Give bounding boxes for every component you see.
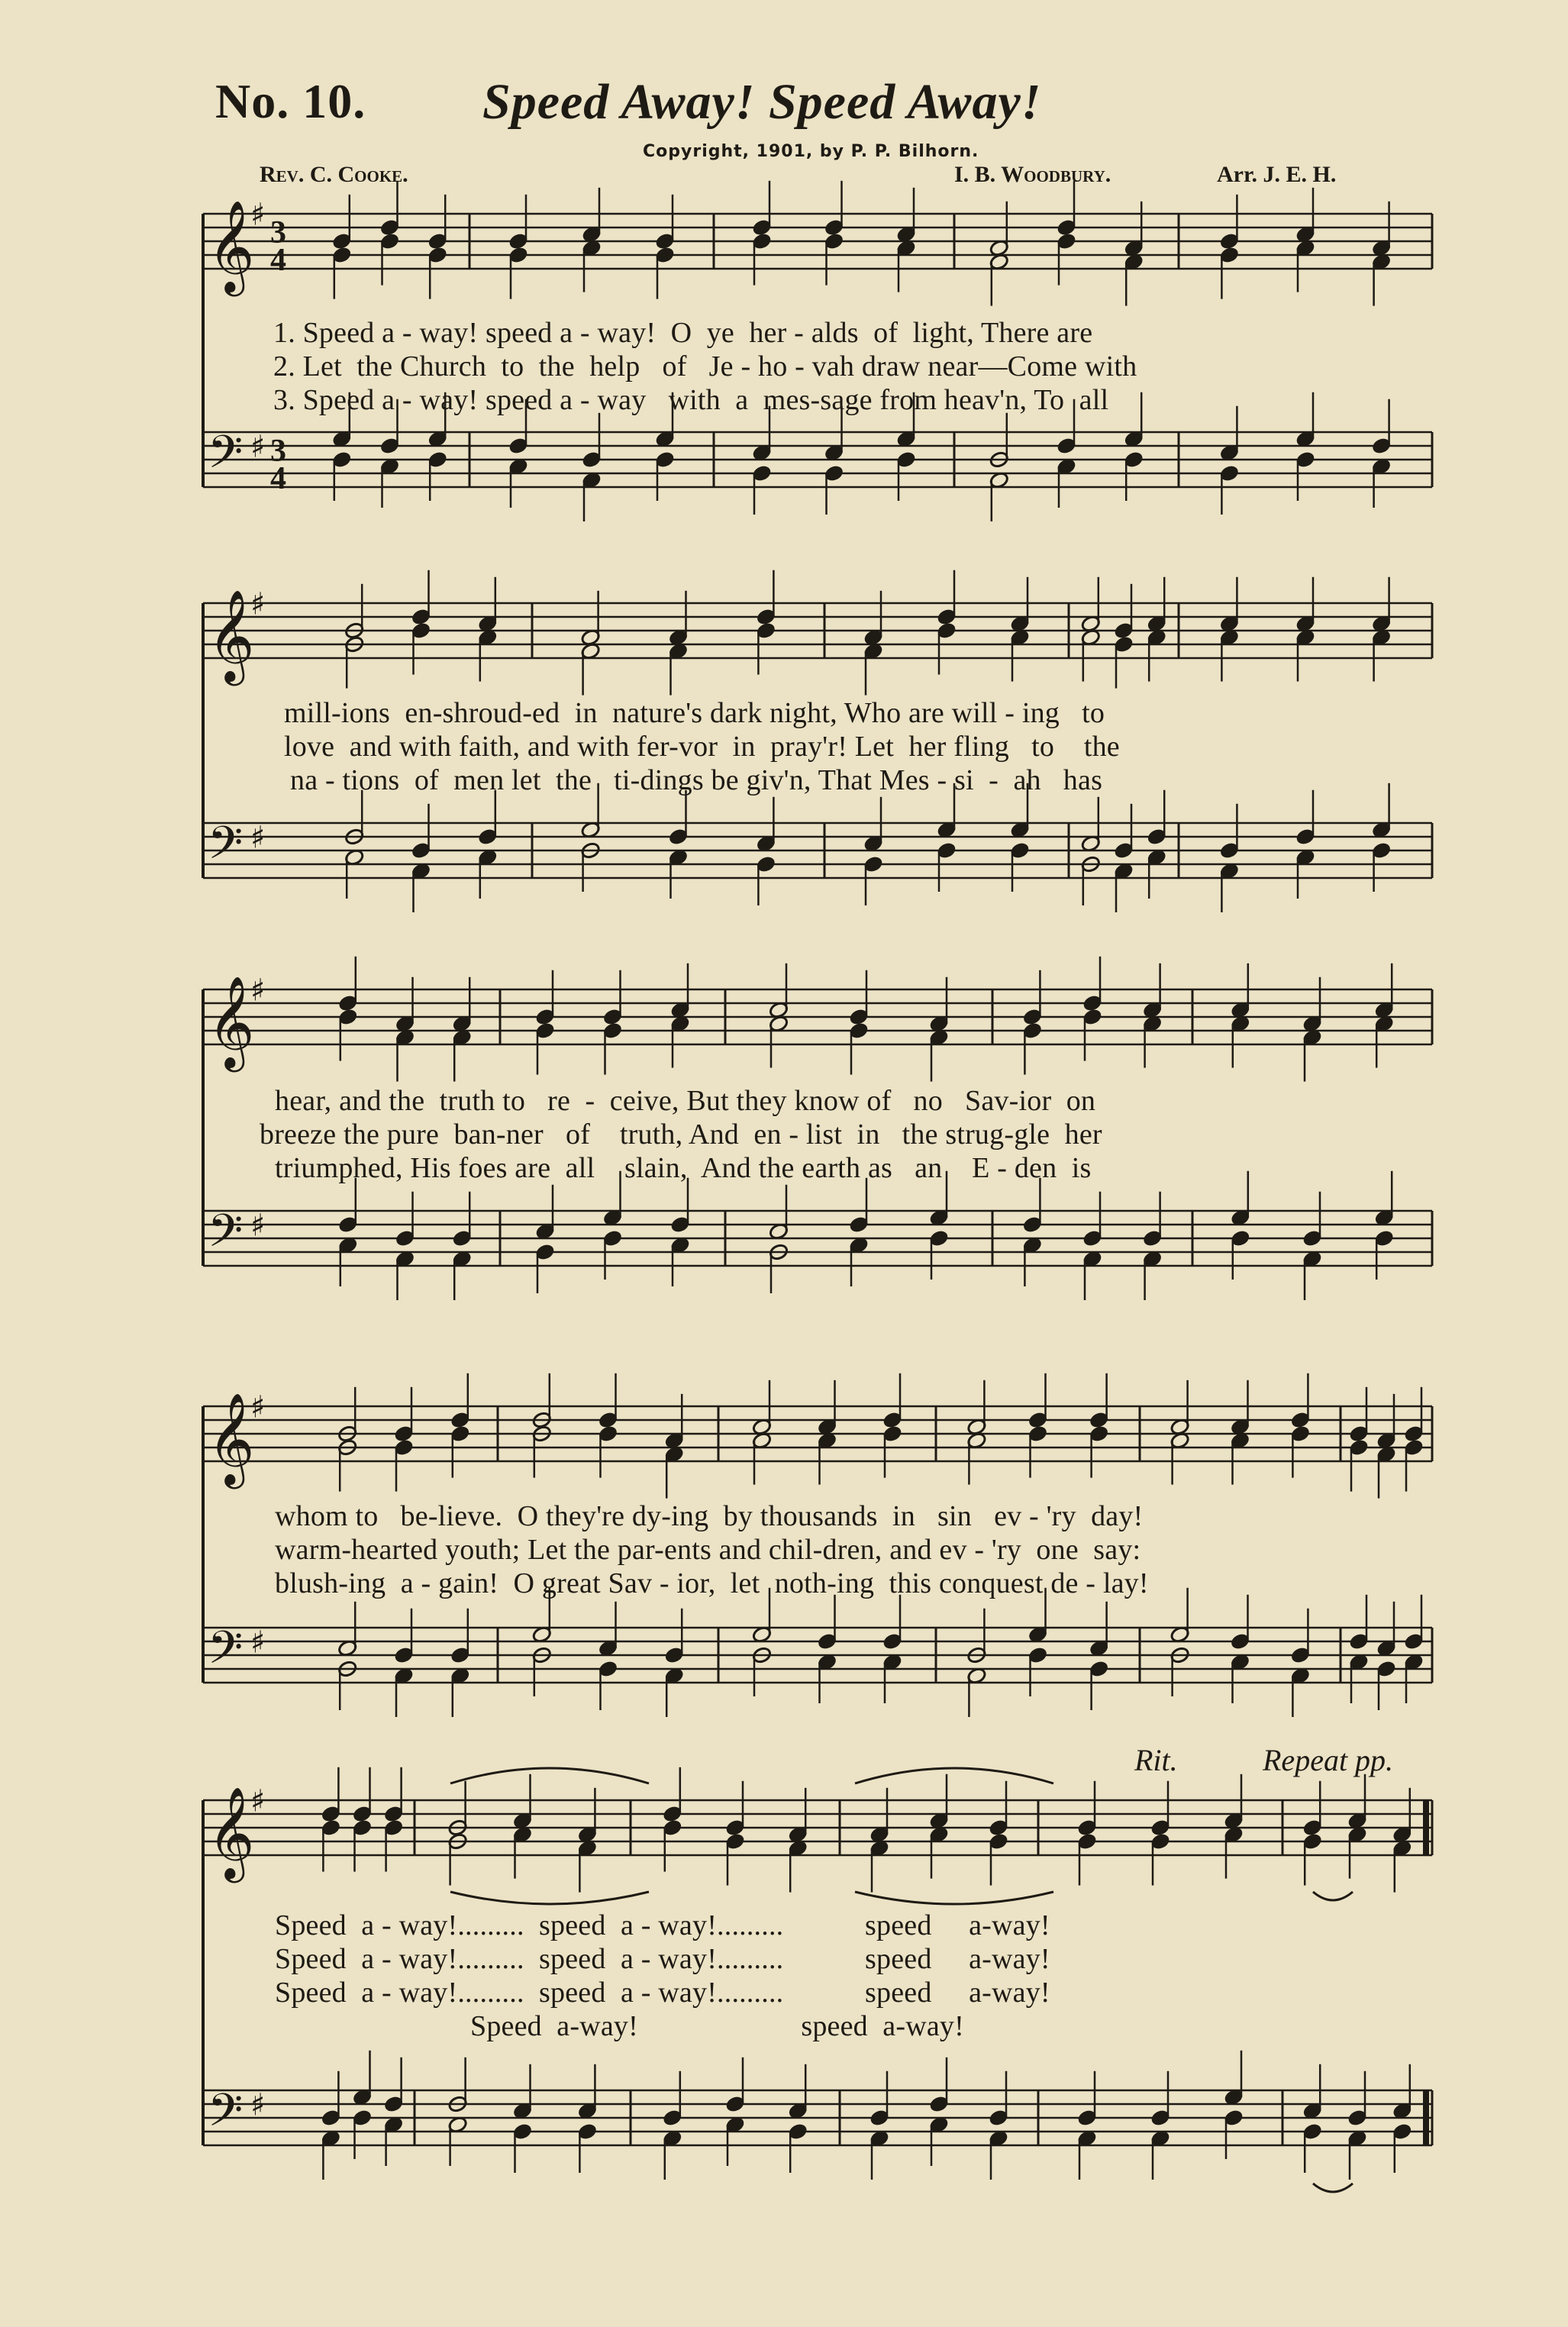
key-signature-sharp: ♯ [250, 586, 266, 622]
tie-arc [855, 1892, 1053, 1904]
tie-arc [450, 1892, 649, 1904]
treble-clef: 𝄞 [208, 1392, 255, 1485]
treble-clef: 𝄞 [208, 975, 255, 1068]
key-signature-sharp: ♯ [250, 1625, 266, 1661]
system-5-bass-lyric: Speed a-way! speed a-way! [470, 2010, 964, 2042]
system-3-verse-2: breeze the pure ban-ner of truth, And en - list in the strug-gle her [260, 1118, 1102, 1151]
fermata [1313, 1892, 1353, 1900]
key-signature-sharp: ♯ [250, 197, 266, 233]
time-signature-bottom: 4 [270, 243, 286, 278]
key-signature-sharp: ♯ [250, 1208, 266, 1244]
fermata [1313, 2183, 1353, 2192]
system-5-verse-2: Speed a - way!......... speed a - way!......... speed a-way! [275, 1943, 1050, 1975]
time-signature-top: 3 [270, 215, 286, 250]
system-2-verse-1: mill-ions en-shroud-ed in nature's dark night, Who are will - ing to [284, 697, 1105, 729]
bass-clef: 𝄢 [208, 425, 244, 489]
system-4-verse-2: warm-hearted youth; Let the par-ents and chil-dren, and ev - 'ry one say: [275, 1534, 1141, 1566]
ritardando-marking: Rit. [1134, 1743, 1178, 1777]
hymn-title: Speed Away! Speed Away! [482, 74, 1042, 130]
system-4-verse-3: blush-ing a - gain! O great Sav - ior, let noth-ing this conquest de - lay! [275, 1567, 1149, 1599]
arranger-credit: Arr. J. E. H. [1217, 162, 1337, 187]
system-3-verse-1: hear, and the truth to re - ceive, But they know of no Sav-ior on [275, 1085, 1096, 1117]
time-signature-top: 3 [270, 434, 286, 469]
composer-credit: I. B. Woodbury. [954, 162, 1111, 187]
system-2-verse-2: love and with faith, and with fer-vor in pray'r! Let her fling to the [284, 731, 1120, 763]
treble-clef: 𝄞 [208, 1786, 255, 1879]
treble-clef: 𝄞 [208, 199, 255, 292]
bass-clef: 𝄢 [208, 1621, 244, 1685]
system-5-verse-1: Speed a - way!......... speed a - way!......... speed a-way! [275, 1909, 1050, 1941]
time-signature-bottom: 4 [270, 461, 286, 496]
system-2-verse-3: na - tions of men let the ti-dings be giv'n, That Mes - si - ah has [290, 764, 1103, 796]
bass-clef: 𝄢 [208, 1204, 244, 1268]
copyright-notice: Copyright, 1901, by P. P. Bilhorn. [643, 142, 979, 161]
tie-arc [450, 1768, 649, 1783]
key-signature-sharp: ♯ [250, 1389, 266, 1425]
treble-clef: 𝄞 [208, 589, 255, 682]
lyricist-credit: Rev. C. Cooke. [260, 162, 408, 187]
system-1-verse-2: 2. Let the Church to the help of Je - ho - vah draw near—Come with [273, 350, 1137, 382]
tie-arc [855, 1768, 1053, 1783]
key-signature-sharp: ♯ [250, 1783, 266, 1819]
key-signature-sharp: ♯ [250, 820, 266, 856]
key-signature-sharp: ♯ [250, 2087, 266, 2123]
key-signature-sharp: ♯ [250, 973, 266, 1009]
system-4-verse-1: whom to be-lieve. O they're dy-ing by thousands in sin ev - 'ry day! [275, 1500, 1144, 1532]
system-5-verse-3: Speed a - way!......... speed a - way!......... speed a-way! [275, 1977, 1050, 2009]
hymn-number: No. 10. [215, 74, 366, 128]
bass-clef: 𝄢 [208, 2083, 244, 2148]
bass-clef: 𝄢 [208, 816, 244, 880]
system-1-verse-1: 1. Speed a - way! speed a - way! O ye her - alds of light, There are [273, 317, 1093, 349]
system-3-verse-3: triumphed, His foes are all slain, And the earth as an E - den is [275, 1152, 1092, 1184]
repeat-pianissimo-marking: Repeat pp. [1263, 1743, 1394, 1777]
system-1-verse-3: 3. Speed a - way! speed a - way with a mes-sage from heav'n, To all [273, 384, 1109, 416]
key-signature-sharp: ♯ [250, 429, 266, 465]
